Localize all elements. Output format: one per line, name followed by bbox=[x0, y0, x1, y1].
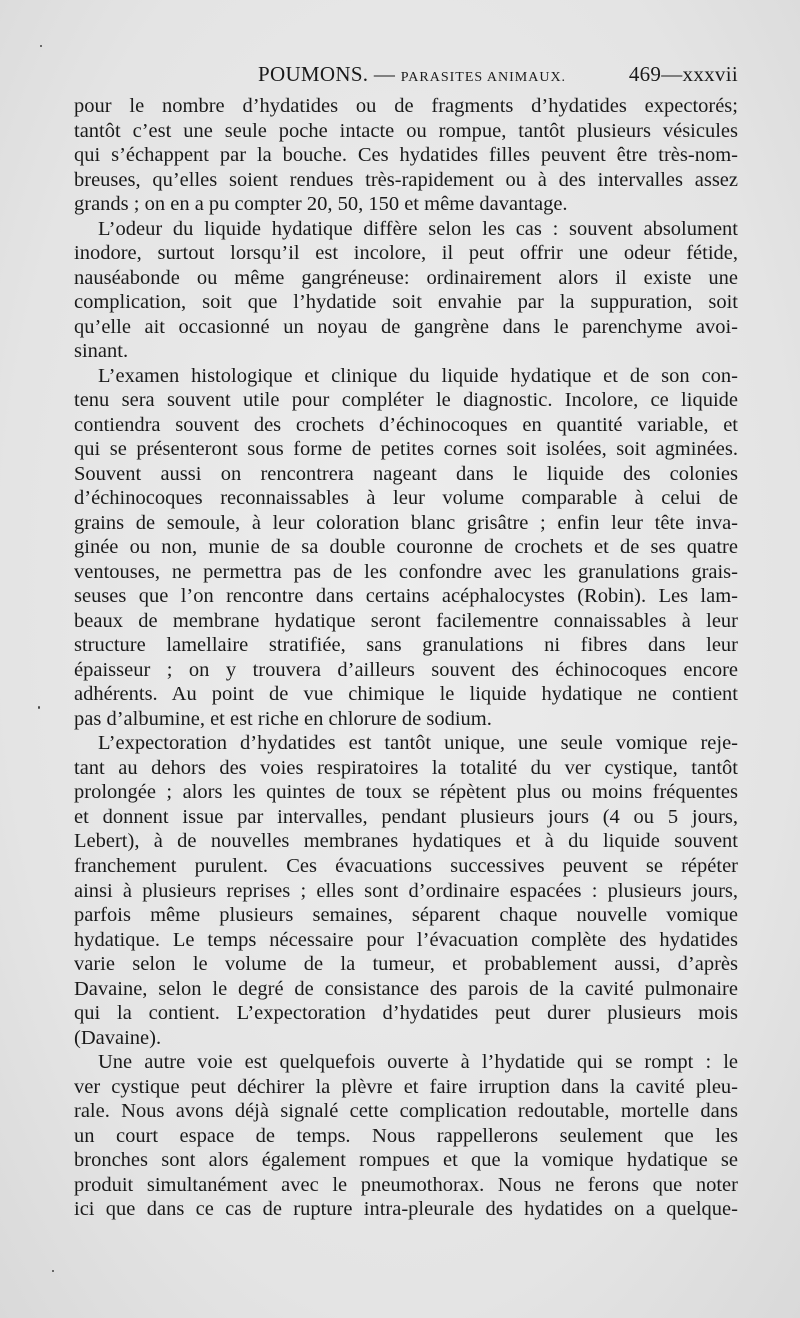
text-line: ici que dans ce cas de rupture intra-pleurale des hydatides on a quelque- bbox=[74, 1198, 738, 1221]
text-line: ainsi à plusieurs reprises ; elles sont d’ordinaire espacées : plusieurs jours, bbox=[74, 879, 738, 902]
text-line: qu’elle ait occasionné un noyau de gangrène dans le parenchyme avoi- bbox=[74, 315, 738, 338]
text-line: Davaine, selon le degré de consistance des parois de la cavité pulmonaire bbox=[74, 977, 738, 1000]
text-line: parfois même plusieurs semaines, séparent chaque nouvelle vomique bbox=[74, 904, 738, 927]
text-line: tantôt c’est une seule poche intacte ou rompue, tantôt plusieurs vésicules bbox=[74, 119, 738, 142]
text-line: qui se présenteront sous forme de petites cornes soit isolées, soit agminées. bbox=[74, 438, 738, 461]
text-line: adhérents. Au point de vue chimique le liquide hydatique ne contient bbox=[74, 683, 738, 706]
text-line: complication, soit que l’hydatide soit envahie par la suppuration, soit bbox=[74, 291, 738, 314]
text-line: L’odeur du liquide hydatique diffère selon les cas : souvent absolument bbox=[98, 217, 738, 240]
paper-speck bbox=[38, 706, 40, 709]
text-line: Souvent aussi on rencontrera nageant dans le liquide des colonies bbox=[74, 462, 738, 485]
text-line: beaux de membrane hydatique seront facilementre connaissables à leur bbox=[74, 609, 738, 632]
running-header bbox=[74, 60, 738, 88]
text-line: contiendra souvent des crochets d’échinocoques en quantité variable, et bbox=[74, 413, 738, 436]
text-line: qui s’échappent par la bouche. Ces hydatides filles peuvent être très-nom- bbox=[74, 144, 738, 167]
text-line: varie selon le volume de la tumeur, et probablement aussi, d’après bbox=[74, 953, 738, 976]
text-line: grands ; on en a pu compter 20, 50, 150 et même davantage. bbox=[74, 193, 568, 216]
text-line: ver cystique peut déchirer la plèvre et faire irruption dans la cavité pleu- bbox=[74, 1075, 738, 1098]
running-subtitle: PARASITES ANIMAUX. bbox=[400, 70, 567, 85]
text-line: un court espace de temps. Nous rappellerons seulement que les bbox=[74, 1124, 738, 1147]
text-line: tant au dehors des voies respiratoires la totalité du ver cystique, tantôt bbox=[74, 756, 738, 779]
text-line: hydatique. Le temps nécessaire pour l’évacuation complète des hydatides bbox=[74, 928, 738, 951]
text-line: breuses, qu’elles soient rendues très-rapidement ou à des intervalles assez bbox=[74, 168, 738, 191]
text-line: L’expectoration d’hydatides est tantôt unique, une seule vomique reje- bbox=[98, 732, 738, 755]
text-line: tenu sera souvent utile pour compléter le diagnostic. Incolore, ce liquide bbox=[74, 389, 738, 412]
text-line: grains de semoule, à leur coloration blanc grisâtre ; enfin leur tête inva- bbox=[74, 511, 738, 534]
text-line: et donnent issue par intervalles, pendant plusieurs jours (4 ou 5 jours, bbox=[74, 805, 738, 828]
text-line: pour le nombre d’hydatides ou de fragments d’hydatides expectorés; bbox=[74, 95, 738, 117]
text-line: franchement purulent. Ces évacuations successives peuvent se répéter bbox=[74, 854, 738, 877]
text-line: nauséabonde ou même gangréneuse: ordinairement alors il existe une bbox=[74, 266, 738, 289]
text-line: bronches sont alors également rompues et que la vomique hydatique se bbox=[74, 1149, 738, 1172]
text-line: produit simultanément avec le pneumothorax. Nous ne ferons que noter bbox=[74, 1173, 738, 1196]
text-line: prolongée ; alors les quintes de toux se répètent plus ou moins fréquentes bbox=[74, 781, 738, 804]
text-line: inodore, surtout lorsqu’il est incolore, il peut offrir une odeur fétide, bbox=[74, 242, 738, 265]
text-line: d’échinocoques reconnaissables à leur volume comparable à celui de bbox=[74, 487, 738, 510]
text-line: seuses que l’on rencontre dans certains acéphalocystes (Robin). Les lam- bbox=[74, 585, 738, 608]
text-body bbox=[74, 94, 738, 1222]
text-line: qui la contient. L’expectoration d’hydatides peut durer plusieurs mois bbox=[74, 1002, 738, 1025]
text-line: Lebert), à de nouvelles membranes hydatiques et à du liquide souvent bbox=[74, 830, 738, 853]
text-line: ventouses, ne permettra pas de les confondre avec les granulations grais- bbox=[74, 560, 738, 583]
text-line: épaisseur ; on y trouvera d’ailleurs souvent des échinocoques encore bbox=[74, 658, 738, 681]
running-title: POUMONS. — PARASITES ANIMAUX. bbox=[258, 62, 567, 86]
text-line: (Davaine). bbox=[74, 1026, 162, 1049]
paper-speck bbox=[40, 45, 42, 47]
paper-speck bbox=[52, 1270, 54, 1272]
text-line: structure lamellaire stratifiée, sans granulations ni fibres dans leur bbox=[74, 634, 738, 657]
text-line: rale. Nous avons déjà signalé cette complication redoutable, mortelle dans bbox=[74, 1100, 738, 1123]
text-line: pas d’albumine, et est riche en chlorure de sodium. bbox=[74, 707, 492, 730]
text-line: L’examen histologique et clinique du liquide hydatique et de son con- bbox=[98, 364, 738, 387]
text-line: ginée ou non, munie de sa double couronne de crochets et de ses quatre bbox=[74, 536, 738, 559]
text-line: Une autre voie est quelquefois ouverte à l’hydatide qui se rompt : le bbox=[98, 1051, 738, 1074]
text-line: sinant. bbox=[74, 340, 129, 363]
page-number: 469—xxxvii bbox=[628, 62, 738, 86]
